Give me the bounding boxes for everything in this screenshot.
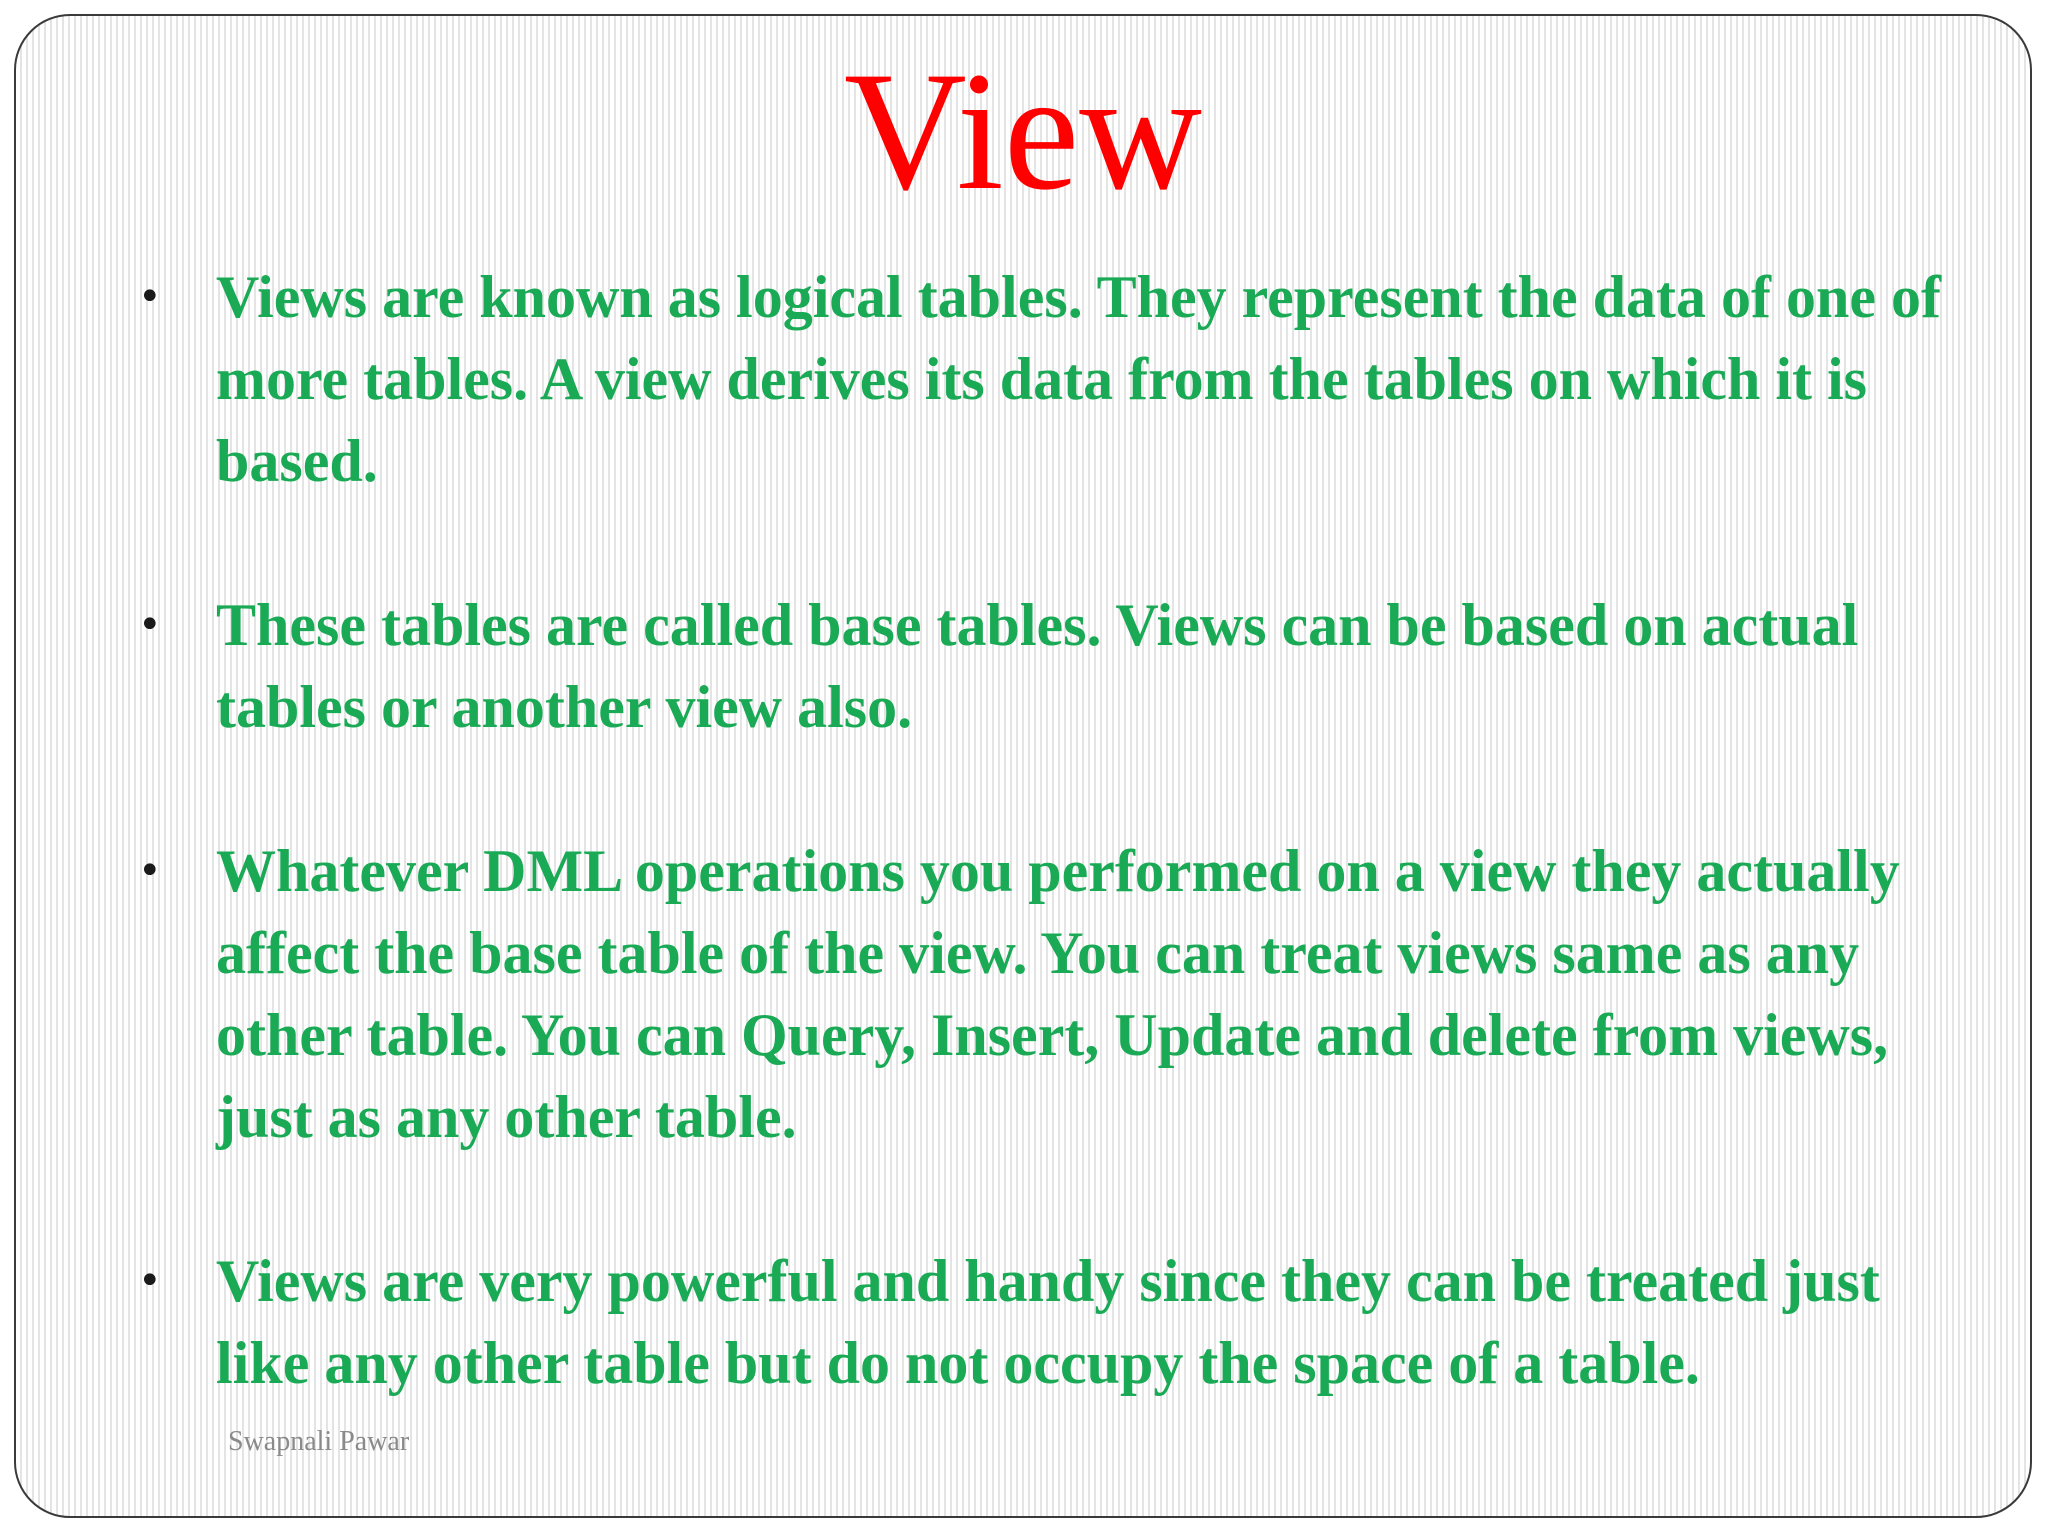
- bullet-item: [126, 830, 1986, 1158]
- bullet-text: Whatever DML operations you performed on a view they actually affect the base table of the view. You can treat views same as any other table. You can Query, Insert, Update and delete from views, just as any other table.: [216, 838, 1900, 1150]
- bullet-icon: •: [138, 848, 162, 894]
- bullet-item: [126, 584, 1986, 748]
- bullet-icon: •: [138, 274, 162, 320]
- bullet-icon: •: [138, 1258, 162, 1304]
- bullet-list: [126, 256, 1986, 1404]
- bullet-text: These tables are called base tables. Views can be based on actual tables or another view also.: [216, 592, 1859, 740]
- bullet-item: [126, 1240, 1986, 1404]
- bullet-text: Views are known as logical tables. They represent the data of one of more tables. A view derives its data from the tables on which it is based.: [216, 264, 1941, 494]
- slide-title: View: [843, 37, 1202, 225]
- slide: [14, 14, 2032, 1518]
- bullet-text: Views are very powerful and handy since they can be treated just like any other table but do not occupy the space of a table.: [216, 1248, 1880, 1396]
- footer-author: Swapnali Pawar: [228, 1426, 410, 1457]
- bullet-item: [126, 256, 1986, 502]
- bullet-icon: •: [138, 602, 162, 648]
